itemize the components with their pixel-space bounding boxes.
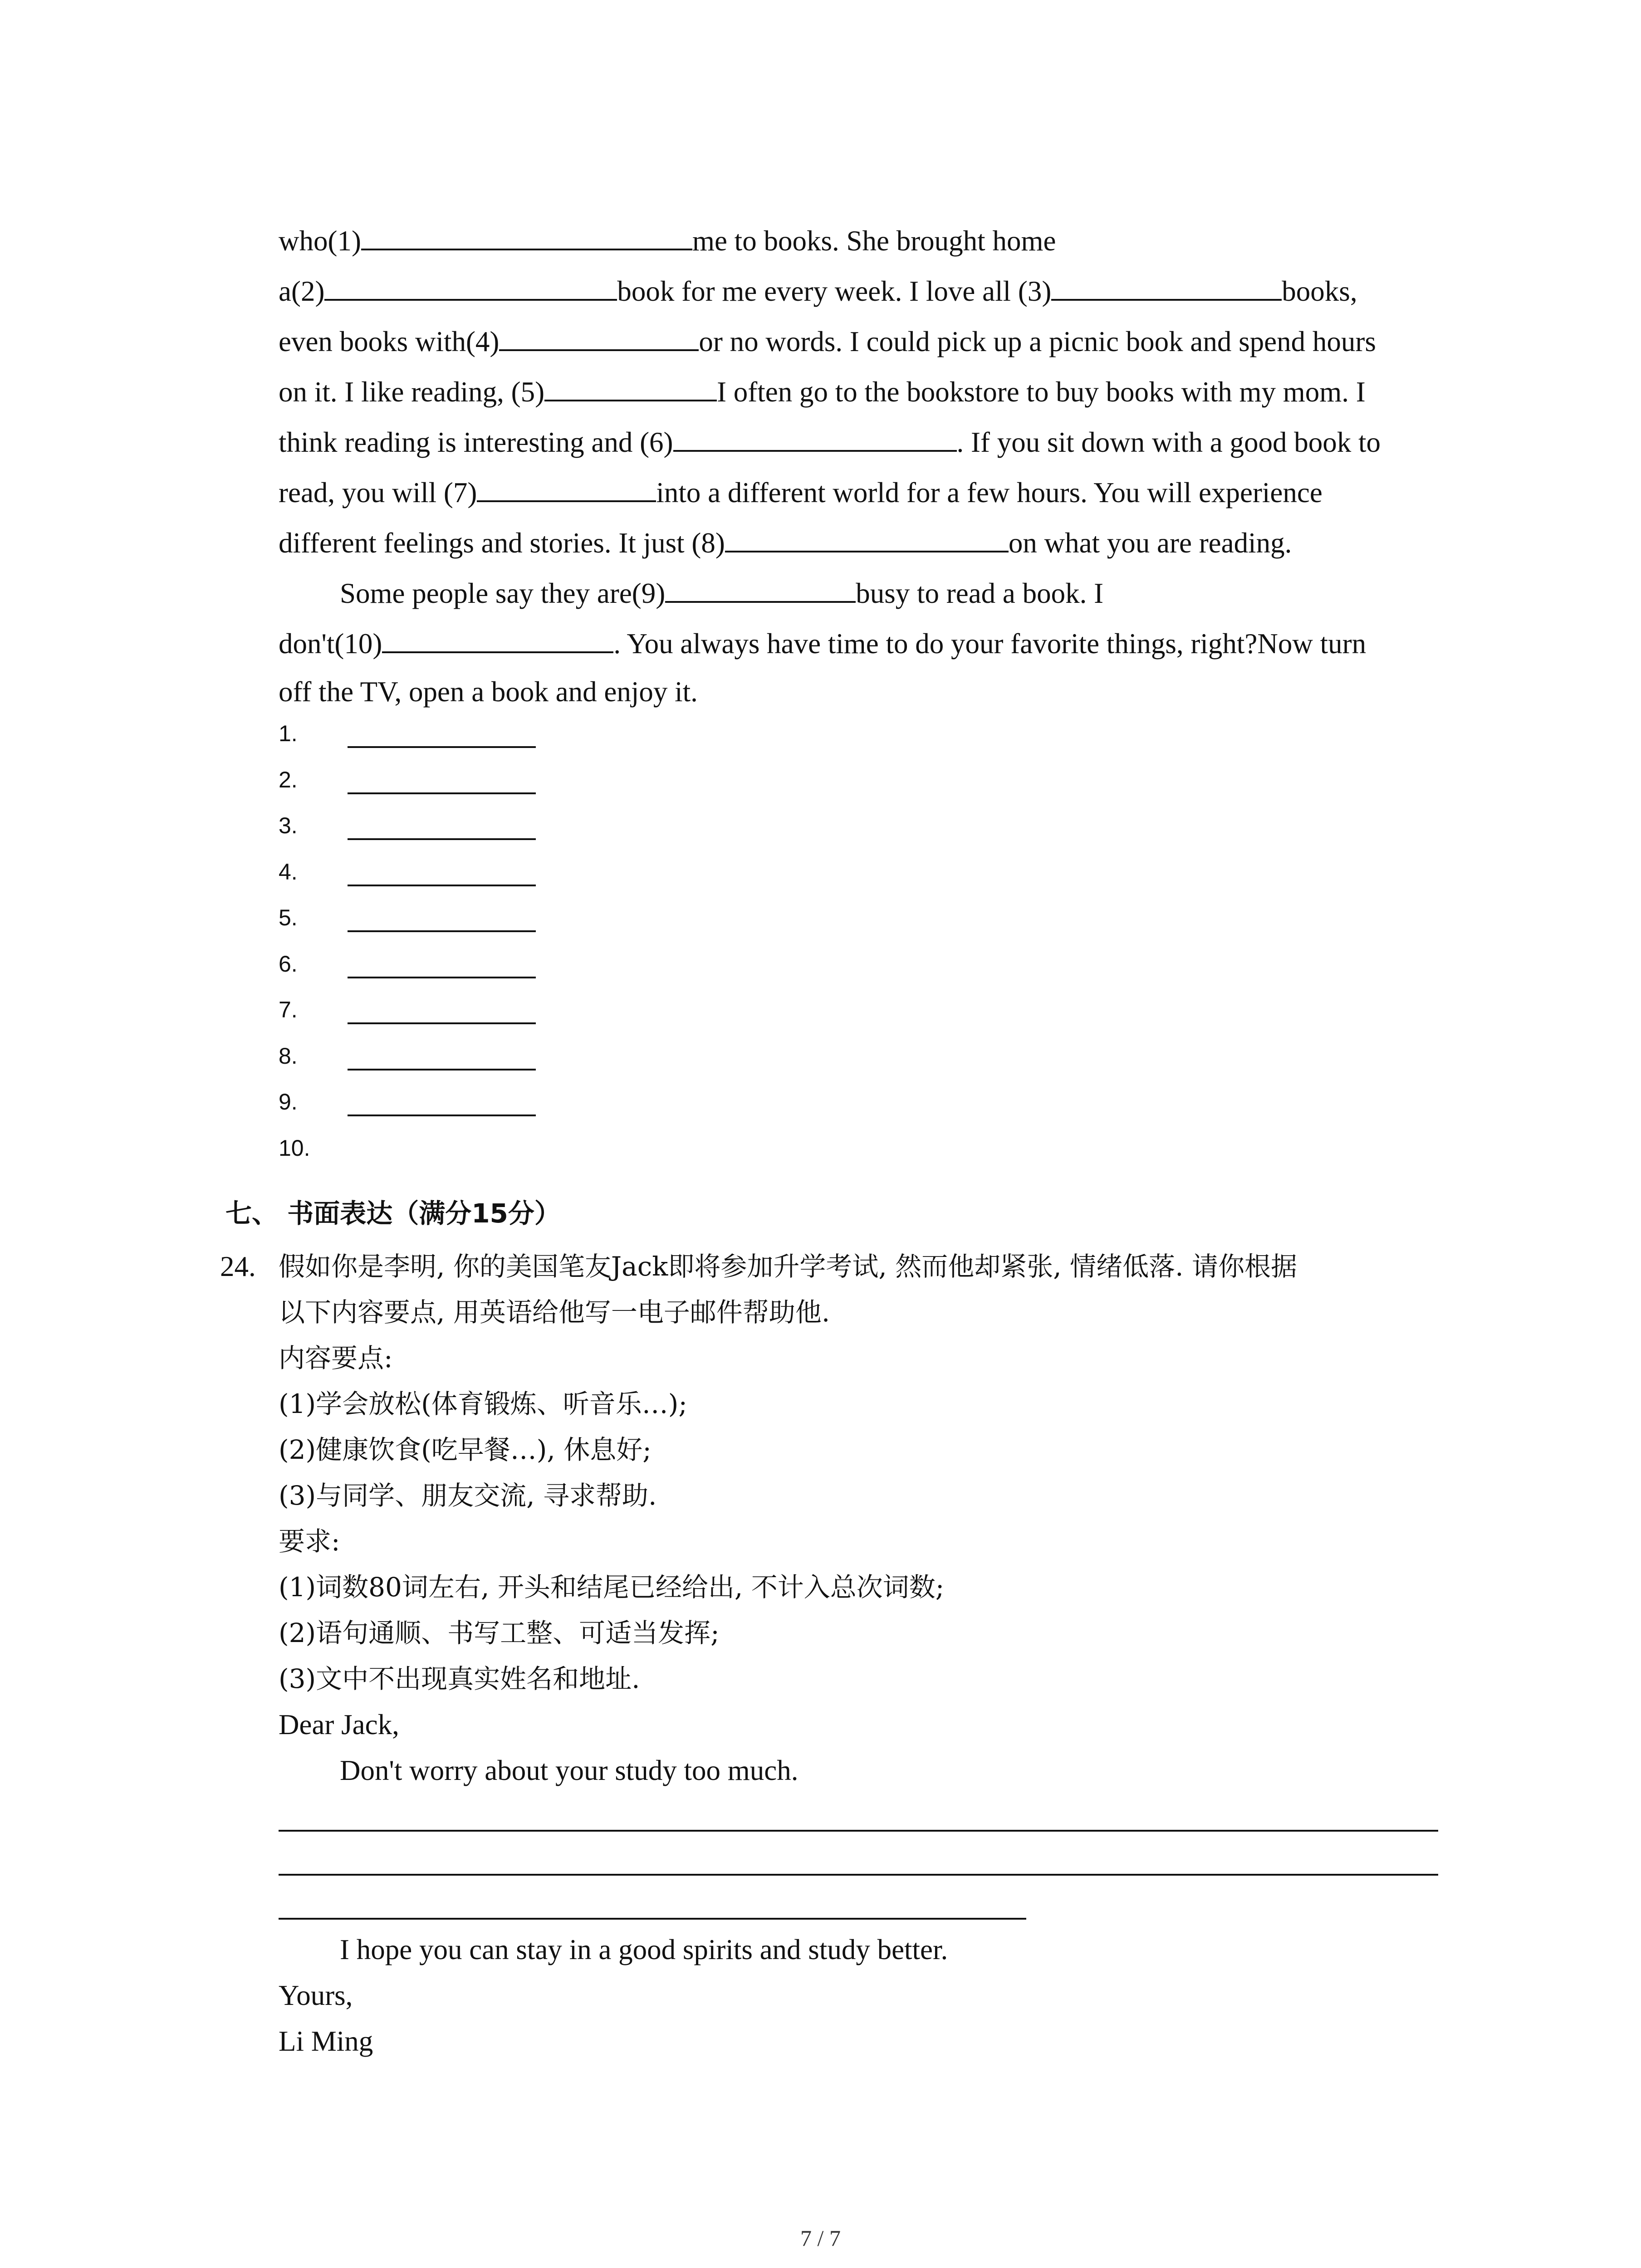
requirement: (3)文中不出现真实姓名和地址. [279, 1663, 640, 1694]
letter-opening: Don't worry about your study too much. [340, 1755, 798, 1786]
passage-line [279, 367, 1438, 417]
passage-text: book for me every week. I love all (3) [617, 275, 1052, 307]
passage-text: even books with(4) [279, 326, 500, 357]
requirements-title: 要求: [279, 1526, 340, 1557]
passage-text: I often go to the bookstore to buy books with my mom. I [717, 376, 1366, 408]
content-point: (1)学会放松(体育锻炼、听音乐…); [279, 1388, 687, 1419]
passage-text: Some people say they are(9) [340, 577, 666, 609]
passage-line [279, 568, 1438, 619]
passage-text: think reading is interesting and (6) [279, 426, 673, 458]
passage-text: . You always have time to do your favorite things, right?Now turn [613, 628, 1367, 660]
answer-number: 7. [279, 997, 298, 1022]
passage-line [279, 266, 1438, 317]
passage-text: different feelings and stories. It just (8) [279, 527, 725, 559]
passage-text: books, [1282, 275, 1357, 307]
question-body [279, 1244, 1438, 1794]
blank-1[interactable] [361, 222, 692, 250]
passage-text: on it. I like reading, (5) [279, 376, 545, 408]
answer-number: 4. [279, 859, 298, 885]
answer-line[interactable] [348, 1114, 536, 1116]
passage-text: me to books. She brought home [692, 225, 1056, 257]
answer-line[interactable] [348, 1022, 536, 1024]
section-heading: 七、 书面表达（满分15分） [225, 1198, 561, 1229]
writing-line[interactable] [279, 1874, 1438, 1876]
writing-line[interactable] [279, 1918, 1026, 1920]
passage-text: a(2) [279, 275, 325, 307]
answer-line[interactable] [348, 792, 536, 794]
prompt-line: 以下内容要点, 用英语给他写一电子邮件帮助他. [279, 1297, 830, 1328]
closing-signature: Li Ming [279, 2025, 373, 2057]
answer-number: 9. [279, 1089, 298, 1114]
answer-number: 3. [279, 813, 298, 838]
prompt-line: 假如你是李明, 你的美国笔友Jack即将参加升学考试, 然而他却紧张, 情绪低落. 请你根据 [279, 1251, 1297, 1282]
letter-closing [279, 1927, 948, 2064]
passage-text: off the TV, open a book and enjoy it. [279, 676, 698, 708]
passage-line [279, 468, 1438, 518]
closing-line: I hope you can stay in a good spirits and study better. [340, 1934, 948, 1965]
answer-number: 2. [279, 767, 298, 792]
writing-line[interactable] [279, 1830, 1438, 1832]
answer-line[interactable] [348, 930, 536, 932]
blank-6[interactable] [673, 424, 957, 452]
blank-3[interactable] [1051, 273, 1282, 301]
page-number: 7 / 7 [800, 2225, 841, 2251]
answer-line[interactable] [348, 977, 536, 978]
passage-line [279, 669, 1438, 714]
passage-text: or no words. I could pick up a picnic book and spend hours [699, 326, 1376, 357]
reading-passage [279, 216, 1438, 714]
passage-text: who(1) [279, 225, 361, 257]
content-point: (3)与同学、朋友交流, 寻求帮助. [279, 1480, 657, 1511]
passage-line [279, 317, 1438, 367]
passage-text: don't(10) [279, 628, 382, 660]
answer-line[interactable] [348, 885, 536, 886]
passage-line [279, 619, 1438, 669]
blank-4[interactable] [499, 323, 699, 351]
passage-line [279, 216, 1438, 266]
passage-text: busy to read a book. I [856, 577, 1104, 609]
blank-2[interactable] [324, 273, 617, 301]
blank-8[interactable] [725, 524, 1009, 552]
answer-number: 6. [279, 951, 298, 977]
letter-greeting: Dear Jack, [279, 1709, 399, 1740]
blank-7[interactable] [477, 474, 656, 502]
question-24 [220, 1244, 1438, 1794]
blank-10[interactable] [382, 625, 613, 653]
answer-number: 5. [279, 905, 298, 930]
closing-signoff: Yours, [279, 1980, 353, 2011]
passage-text: read, you will (7) [279, 477, 477, 508]
answer-number: 8. [279, 1043, 298, 1069]
passage-text: into a different world for a few hours. You will experience [656, 477, 1323, 508]
blank-5[interactable] [544, 373, 717, 401]
passage-text: . If you sit down with a good book to [956, 426, 1381, 458]
requirement: (1)词数80词左右, 开头和结尾已经给出, 不计入总次词数; [279, 1572, 945, 1603]
answer-line[interactable] [348, 1069, 536, 1070]
answer-line[interactable] [348, 838, 536, 840]
requirement: (2)语句通顺、书写工整、可适当发挥; [279, 1618, 720, 1648]
answer-number: 10. [279, 1135, 310, 1161]
answer-line[interactable] [348, 746, 536, 748]
content-point: (2)健康饮食(吃早餐…), 休息好; [279, 1434, 652, 1465]
question-number: 24. [220, 1251, 256, 1282]
points-title: 内容要点: [279, 1343, 393, 1374]
passage-line [279, 518, 1438, 568]
passage-text: on what you are reading. [1008, 527, 1292, 559]
passage-line [279, 417, 1438, 468]
answer-number: 1. [279, 721, 298, 746]
blank-9[interactable] [665, 575, 856, 603]
